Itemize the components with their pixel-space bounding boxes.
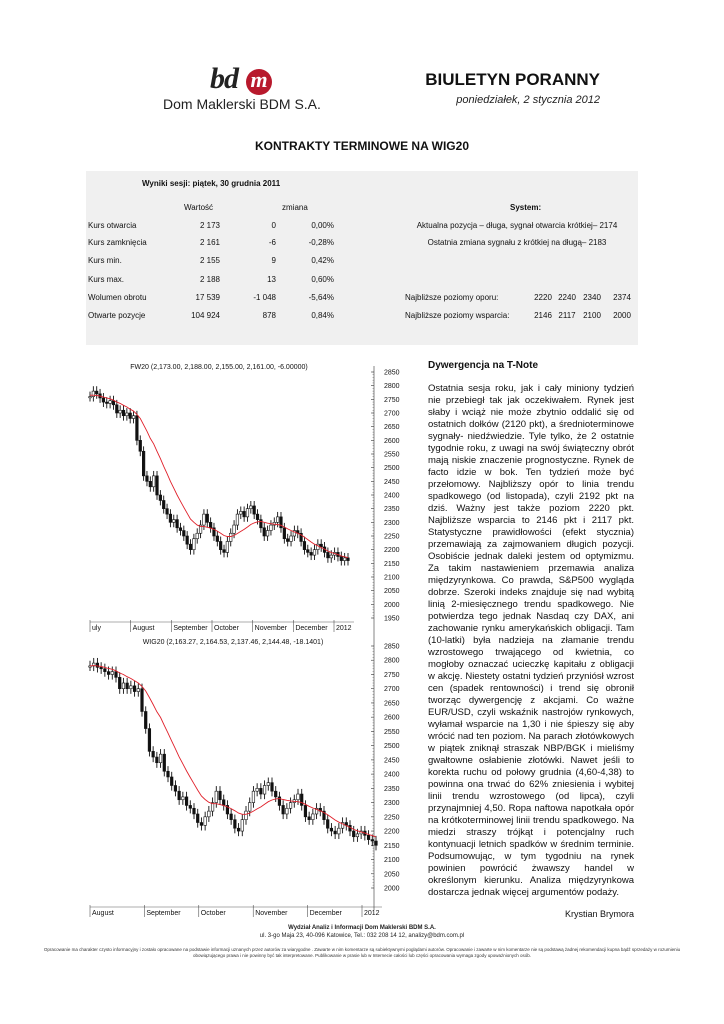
row-change: -1 048 [253, 293, 276, 302]
price-candle [139, 440, 142, 451]
row-pct: 0,00% [311, 221, 334, 230]
row-pct: -0,28% [308, 238, 334, 247]
y-tick-label: 2500 [384, 465, 400, 473]
y-tick-label: 2250 [384, 814, 400, 822]
price-candle [267, 783, 270, 786]
price-candle [176, 520, 179, 528]
price-candle [274, 791, 277, 797]
row-label: Kurs min. [88, 256, 122, 265]
price-candle [286, 808, 289, 814]
x-tick-label: December [309, 910, 342, 917]
chart-title: FW20 (2,173.00, 2,188.00, 2,155.00, 2,161.00, -6.00000) [130, 364, 308, 371]
logo-wordmark: bd [210, 62, 238, 95]
row-label: Kurs otwarcia [88, 221, 137, 230]
support-label: Najbliższe poziomy wsparcia: [405, 311, 510, 320]
price-candle [243, 511, 246, 516]
price-candle [222, 800, 225, 806]
price-candle [183, 531, 186, 536]
row-pct: 0,60% [311, 275, 334, 284]
fw20-chart-svg [86, 360, 406, 635]
support-level: 2000 [613, 311, 631, 320]
price-candle [167, 771, 170, 777]
price-candle [178, 791, 181, 800]
y-tick-label: 2150 [384, 560, 400, 568]
y-tick-label: 2650 [384, 700, 400, 708]
price-candle [330, 555, 333, 558]
y-tick-label: 2300 [384, 800, 400, 808]
article-heading: Dywergencja na T-Note [428, 360, 539, 371]
price-candle [209, 522, 212, 527]
y-tick-label: 2700 [384, 686, 400, 694]
y-tick-label: 2550 [384, 728, 400, 736]
price-candle [263, 528, 266, 536]
column-header-system: System: [510, 203, 542, 212]
y-tick-label: 2600 [384, 714, 400, 722]
session-title: Wyniki sesji: piątek, 30 grudnia 2011 [142, 179, 281, 188]
price-candle [252, 791, 255, 802]
column-header-value: Wartość [184, 203, 214, 212]
bdm-logo [150, 62, 320, 114]
price-candle [189, 544, 192, 549]
table-row [86, 238, 638, 250]
price-candle [276, 517, 279, 522]
price-candle [245, 811, 248, 820]
table-row [86, 293, 638, 305]
footer-department: Wydział Analiz i Informacji Dom Maklerski BDM S.A. [288, 925, 436, 931]
row-value: 2 188 [199, 275, 220, 284]
price-candle [230, 814, 233, 820]
price-candle [216, 536, 219, 541]
price-candle [193, 539, 196, 550]
row-change: 0 [271, 221, 276, 230]
price-candle [144, 711, 147, 728]
price-candle [142, 451, 145, 476]
price-candle [136, 416, 139, 441]
price-candle [126, 413, 129, 416]
price-candle [250, 506, 253, 509]
price-candle [96, 663, 99, 667]
price-candle [203, 514, 206, 525]
price-candle [185, 797, 188, 806]
commentary-article [428, 360, 634, 919]
y-tick-label: 2100 [384, 574, 400, 582]
price-candle [308, 817, 311, 820]
y-tick-label: 2350 [384, 785, 400, 793]
support-level: 2146 [534, 311, 552, 320]
y-tick-label: 2150 [384, 842, 400, 850]
row-value: 104 924 [191, 311, 220, 320]
y-tick-label: 2550 [384, 451, 400, 459]
y-tick-label: 2000 [384, 601, 400, 609]
y-tick-label: 2200 [384, 828, 400, 836]
x-tick-label: December [295, 625, 328, 632]
company-name: Dom Maklerski BDM S.A. [163, 96, 321, 112]
price-candle [189, 805, 192, 808]
price-candle [166, 509, 169, 514]
row-change: 878 [262, 311, 276, 320]
y-tick-label: 2800 [384, 383, 400, 391]
y-tick-label: 2850 [384, 369, 400, 377]
wig20-chart-svg [86, 636, 406, 921]
resistance-level: 2240 [558, 293, 576, 302]
price-candle [156, 476, 159, 495]
x-tick-label: October [200, 910, 226, 917]
price-candle [236, 514, 239, 525]
price-candle [152, 751, 155, 757]
price-candle [109, 401, 112, 404]
price-candle [219, 541, 222, 549]
price-candle [115, 672, 118, 678]
price-candle [193, 808, 196, 814]
price-candle [347, 558, 350, 561]
price-candle [132, 416, 135, 419]
x-tick-label: August [92, 910, 114, 917]
price-candle [312, 814, 315, 820]
row-label: Kurs max. [88, 275, 125, 284]
price-candle [226, 541, 229, 552]
row-pct: 0,84% [311, 311, 334, 320]
footer [0, 925, 724, 959]
x-tick-label: November [255, 910, 288, 917]
row-label: Otwarte pozycje [88, 311, 146, 320]
price-candle [174, 786, 177, 792]
price-candle [162, 500, 165, 508]
y-tick-label: 2250 [384, 533, 400, 541]
price-candle [146, 476, 149, 481]
price-candle [375, 841, 378, 845]
price-candle [204, 817, 207, 826]
moving-average-line [90, 395, 348, 557]
price-candle [89, 397, 92, 398]
price-candle [352, 831, 355, 837]
price-candle [149, 481, 152, 486]
price-candle [286, 539, 289, 542]
table-row [86, 256, 638, 268]
column-header-change: zmiana [282, 203, 308, 212]
table-row [86, 311, 638, 323]
bulletin-title: BIULETYN PORANNY [425, 70, 600, 89]
price-candle [310, 552, 313, 555]
row-label: Wolumen obrotu [88, 293, 147, 302]
price-candle [156, 757, 159, 763]
row-pct: -5,64% [308, 293, 334, 302]
x-tick-label: November [254, 625, 287, 632]
price-candle [248, 803, 251, 812]
row-change: -6 [268, 238, 276, 247]
session-results-panel [86, 171, 638, 345]
y-tick-label: 2400 [384, 492, 400, 500]
price-candle [159, 495, 162, 500]
price-candle [229, 533, 232, 541]
y-tick-label: 2450 [384, 478, 400, 486]
price-candle [179, 528, 182, 531]
price-candle [148, 729, 151, 752]
price-candle [141, 689, 144, 712]
y-tick-label: 2100 [384, 857, 400, 865]
section-title: KONTRAKTY TERMINOWE NA WIG20 [254, 139, 469, 153]
price-candle [266, 531, 269, 536]
price-candle [306, 550, 309, 553]
price-candle [246, 509, 249, 517]
price-candle [367, 835, 370, 839]
price-candle [169, 514, 172, 522]
price-candle [233, 525, 236, 533]
x-tick-label: uly [92, 625, 101, 632]
y-tick-label: 2850 [384, 643, 400, 651]
price-candle [186, 536, 189, 544]
price-candle [371, 840, 374, 841]
price-candle [290, 536, 293, 541]
article-author: Krystian Brymora [564, 909, 634, 919]
resistance-level: 2374 [613, 293, 631, 302]
price-candle [196, 814, 199, 823]
price-candle [102, 398, 105, 402]
logo-m-circle: m [246, 69, 272, 95]
support-level: 2100 [583, 311, 601, 320]
price-candle [126, 683, 129, 689]
price-candle [129, 413, 132, 418]
price-candle [163, 754, 166, 771]
price-candle [133, 686, 136, 692]
y-tick-label: 2800 [384, 657, 400, 665]
x-tick-label: 2012 [364, 910, 380, 917]
price-candle [112, 401, 115, 405]
resistance-label: Najbliższe poziomy oporu: [405, 293, 499, 302]
price-candle [119, 410, 122, 413]
wig20-chart [86, 636, 406, 921]
y-tick-label: 2300 [384, 519, 400, 527]
row-value: 2 155 [199, 256, 220, 265]
price-candle [104, 669, 107, 672]
price-candle [253, 506, 256, 514]
price-candle [338, 828, 341, 834]
price-candle [111, 672, 114, 675]
price-candle [206, 514, 209, 522]
price-candle [260, 520, 263, 528]
price-candle [300, 794, 303, 805]
y-tick-label: 2700 [384, 410, 400, 418]
bulletin-date: poniedziałek, 2 stycznia 2012 [456, 94, 600, 106]
y-tick-label: 2650 [384, 424, 400, 432]
price-candle [256, 788, 259, 791]
price-candle [237, 828, 240, 831]
chart-title: WIG20 (2,163.27, 2,164.53, 2,137.46, 2,144.48, -18.1401) [142, 639, 324, 646]
row-value: 2 173 [199, 221, 220, 230]
y-tick-label: 2750 [384, 671, 400, 679]
support-level: 2117 [558, 311, 576, 320]
price-candle [297, 794, 300, 800]
y-tick-label: 2050 [384, 871, 400, 879]
price-candle [270, 525, 273, 530]
price-candle [215, 791, 218, 802]
y-tick-label: 2750 [384, 396, 400, 404]
moving-average-line [90, 666, 376, 837]
price-candle [116, 405, 119, 413]
price-candle [234, 820, 237, 829]
price-candle [118, 677, 121, 688]
y-tick-label: 1950 [384, 615, 400, 623]
row-value: 17 539 [195, 293, 220, 302]
article-body: Ostatnia sesja roku, jak i cały miniony tydzień nie przebiegł tak jak oczekiwałem. Rynek jest słaby i wciąż nie może zbytnio oddalić się od ostatnich dołków (2120 pkt), a średnioterminowe sygnały- niedźwiedzie. Tyle tylko, że 2 ostatnie tygodnie roku, z uwagi na swój świąteczny obrót mają niskie znaczenie prognostyczne. Rynek de facto idzie w bok. Ten tydzień może być przełomowy. Najbliższy opór to linia trendu spadkowego (od listopada), czyli 2192 pkt na dziś. Ważny jest także poziom 2220 pkt. Najbliższe wsparcia to 2146 pkt i 2117 pkt. Statystyczne prawidłowości (efekt stycznia) przemawiają za zajmowaniem długich pozycji. Osobiście jednak daleki jestem od optymizmu. Za takim nastawieniem przemawia analiza międzyrynkowa. Co prawda, S&P500 wygląda dobrze. Szeroki indeks znajduje się nad wybitą linią 2-miesięcznego trendu spadkowego. Nie potwierdza tego jednak Nasdaq czy DAX, ani zachowanie rynku amerykańskich obligacji. Tam (10-latki) była nadzieja na złamanie trendu wzrostowego trwającego od kwietnia, co mogłoby oznaczać ucieczkę kapitału z obligacji w akcję. Niestety ostatni tydzień przyniósł wzrost cen (spadek rentowności) i trend się obronił tworząc dywergencję z akcjami. Co ważne EUR/USD, czyli wskaźnik nastrojów rynkowych, wyłamał wsparcie na 1,30 i nie śpieszy się aby wrócić nad ten poziom. Na parach złotówkowych w piątek zniknął straszak NBP/BGK i mieliśmy gwałtowne osłabienie złotówki. Nawet jeśli to korekta ruchu od połowy grudnia (4,60-4,38) to powinna ona trwać do 62% zniesienia i wybitej linii trendu wzrostowego (od lipca), czyli przynajmniej 4,50. Ropa naftowa napotkała opór na krótkoterminowej linii trendu spadkowego. Na miedzi straszy trójkąt i potencjalny ruch kontynuacji letnich spadków w średnim terminie. Podsumowując, w tym tygodniu na rynek powinien powrócić żwawszy handel w określonym kierunku. Analiza międzyrynkowa dostarcza jednak więcej argumentów podaży. [428, 383, 634, 898]
price-candle [122, 410, 125, 415]
row-label: Kurs zamknięcia [88, 238, 147, 247]
x-tick-label: October [214, 625, 239, 632]
price-candle [282, 805, 285, 814]
price-candle [95, 391, 98, 394]
price-candle [271, 783, 274, 792]
system-position: Aktualna pozycja – długa, sygnał otwarcia krótkiej– 2174 [416, 221, 618, 230]
fw20-chart [86, 360, 406, 635]
price-candle [263, 786, 266, 795]
row-pct: 0,42% [311, 256, 334, 265]
price-candle [219, 791, 222, 800]
price-candle [303, 541, 306, 549]
y-tick-label: 2500 [384, 743, 400, 751]
x-tick-label: 2012 [336, 625, 352, 632]
price-candle [122, 683, 125, 689]
price-candle [152, 476, 155, 487]
y-tick-label: 2200 [384, 547, 400, 555]
price-candle [107, 672, 110, 675]
footer-disclaimer: Opracowanie ma charakter czysto informacyjny i zostało opracowane na podstawie informacji uznanych przez autorów za wiarygodne . Zawarte w nim komentarze są subiektywnymi poglądami autorów. Opracowanie i zawarte w nim komentarze nie są podstawą żadnej rekomendacji kupna bądź sprzedaży w rozumieniu obowiązującego prawa i nie powinny być tak interpretowane. Publikowanie w prasie lub w Internecie całości lub części opracowania wymaga zgody upoważnionych osób. [43, 947, 681, 958]
y-tick-label: 2600 [384, 437, 400, 445]
price-candle [327, 552, 330, 557]
y-tick-label: 2400 [384, 771, 400, 779]
price-candle [304, 805, 307, 816]
y-tick-label: 2000 [384, 885, 400, 893]
price-candle [130, 686, 133, 689]
footer-address: ul. 3-go Maja 23, 40-096 Katowice, Tel.: 032 208 14 12, analizy@bdm.com.pl [259, 933, 465, 939]
price-candle [320, 544, 323, 547]
price-candle [260, 788, 263, 794]
y-tick-label: 2050 [384, 588, 400, 596]
price-candle [208, 811, 211, 817]
price-candle [170, 777, 173, 786]
y-tick-label: 2350 [384, 506, 400, 514]
price-candle [100, 667, 103, 668]
price-candle [289, 803, 292, 809]
x-tick-label: September [146, 910, 181, 917]
price-candle [200, 823, 203, 826]
table-row [86, 275, 638, 287]
price-candle [239, 511, 242, 514]
price-candle [137, 689, 140, 692]
price-candle [196, 533, 199, 538]
price-candle [256, 514, 259, 519]
price-candle [340, 557, 343, 561]
x-tick-label: September [173, 625, 208, 632]
row-change: 9 [271, 256, 276, 265]
price-candle [241, 820, 244, 831]
resistance-level: 2340 [583, 293, 601, 302]
price-candle [343, 558, 346, 561]
price-candle [105, 402, 108, 403]
price-candle [313, 550, 316, 555]
price-candle [283, 528, 286, 539]
price-candle [334, 831, 337, 834]
y-tick-label: 2450 [384, 757, 400, 765]
price-candle [356, 834, 359, 837]
price-candle [326, 820, 329, 829]
price-candle [330, 828, 333, 831]
price-candle [172, 520, 175, 523]
row-change: 13 [267, 275, 276, 284]
price-candle [92, 391, 95, 396]
price-candle [182, 797, 185, 800]
table-row [86, 221, 638, 233]
row-value: 2 161 [199, 238, 220, 247]
x-tick-label: August [132, 625, 155, 632]
system-last-change: Ostatnia zmiana sygnału z krótkiej na długą– 2183 [427, 238, 607, 247]
price-candle [223, 550, 226, 553]
price-candle [159, 754, 162, 763]
resistance-level: 2220 [534, 293, 552, 302]
